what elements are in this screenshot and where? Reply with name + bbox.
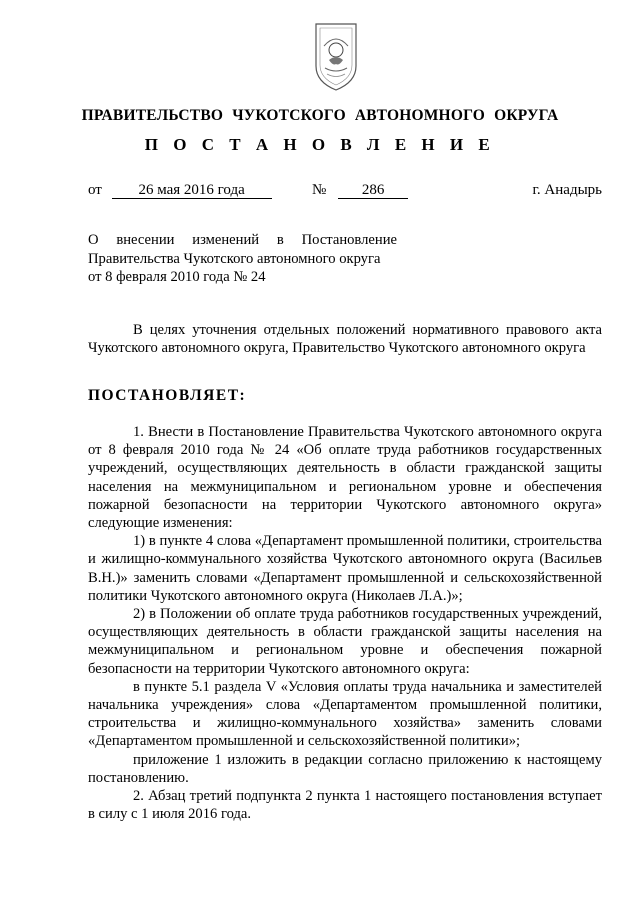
paragraph: 1) в пункте 4 слова «Департамент промышленной политики, строительства и жилищно-коммунального хозяйства Чукотского автономного округа (Васильев В.Н.)» заменить словами «Департамент промышленной и сельскохозяйственной политики Чукотского автономного округа (Николаев Л.А.)»; <box>88 533 602 604</box>
number-block <box>312 182 408 199</box>
preamble <box>88 321 602 357</box>
subject-line: Правительства Чукотского автономного округа <box>88 250 381 267</box>
paragraph: 2. Абзац третий подпункта 2 пункта 1 настоящего постановления вступает в силу с 1 июля 2016 года. <box>88 788 602 823</box>
city: г. Анадырь <box>532 182 602 198</box>
number-label: № <box>312 182 327 198</box>
paragraph: приложение 1 изложить в редакции согласно приложению к настоящему постановлению. <box>88 751 602 786</box>
document-date: 26 мая 2016 года <box>112 182 272 199</box>
document-number: 286 <box>338 182 408 199</box>
decree-heading: ПОСТАНОВЛЯЕТ: <box>88 387 247 404</box>
document-title: П О С Т А Н О В Л Е Н И Е <box>144 135 496 154</box>
subject-line: О внесении изменений в Постановление <box>88 232 397 248</box>
document-subject <box>88 231 397 287</box>
paragraph: 2) в Положении об оплате труда работников государственных учреждений, осуществляющих деятельность в области гражданской защиты населения на межмуниципальном и региональном уровне и обеспечения пожарной безопасности на территории Чукотского автономного округа: <box>88 606 602 677</box>
subject-line: от 8 февраля 2010 года № 24 <box>88 269 266 285</box>
government-name: ПРАВИТЕЛЬСТВО ЧУКОТСКОГО АВТОНОМНОГО ОКРУГА <box>81 107 559 124</box>
paragraph: в пункте 5.1 раздела V «Условия оплаты труда начальника и заместителей начальника учреждения» слова «Департаментом промышленной политики, строительства и жилищно-коммунального хозяйства» заменить словами «Департаментом промышленной и сельскохозяйственной политики»; <box>88 678 602 750</box>
paragraph: 1. Внести в Постановление Правительства Чукотского автономного округа от 8 февраля 2010 года № 24 «Об оплате труда работников государственных учреждений, осуществляющих деятельность в области гражданской защиты населения на межмуниципальном и региональном уровне и обеспечения пожарной безопасности на территории Чукотского автономного округа» следующие изменения: <box>88 424 602 532</box>
preamble-text: В целях уточнения отдельных положений нормативного правового акта Чукотского автономного округа, Правительство Чукотского автономного округа <box>88 322 602 357</box>
document-body <box>88 423 602 823</box>
coat-of-arms-emblem-icon <box>311 20 361 92</box>
date-prefix: от <box>88 182 102 198</box>
date-block <box>88 182 272 199</box>
